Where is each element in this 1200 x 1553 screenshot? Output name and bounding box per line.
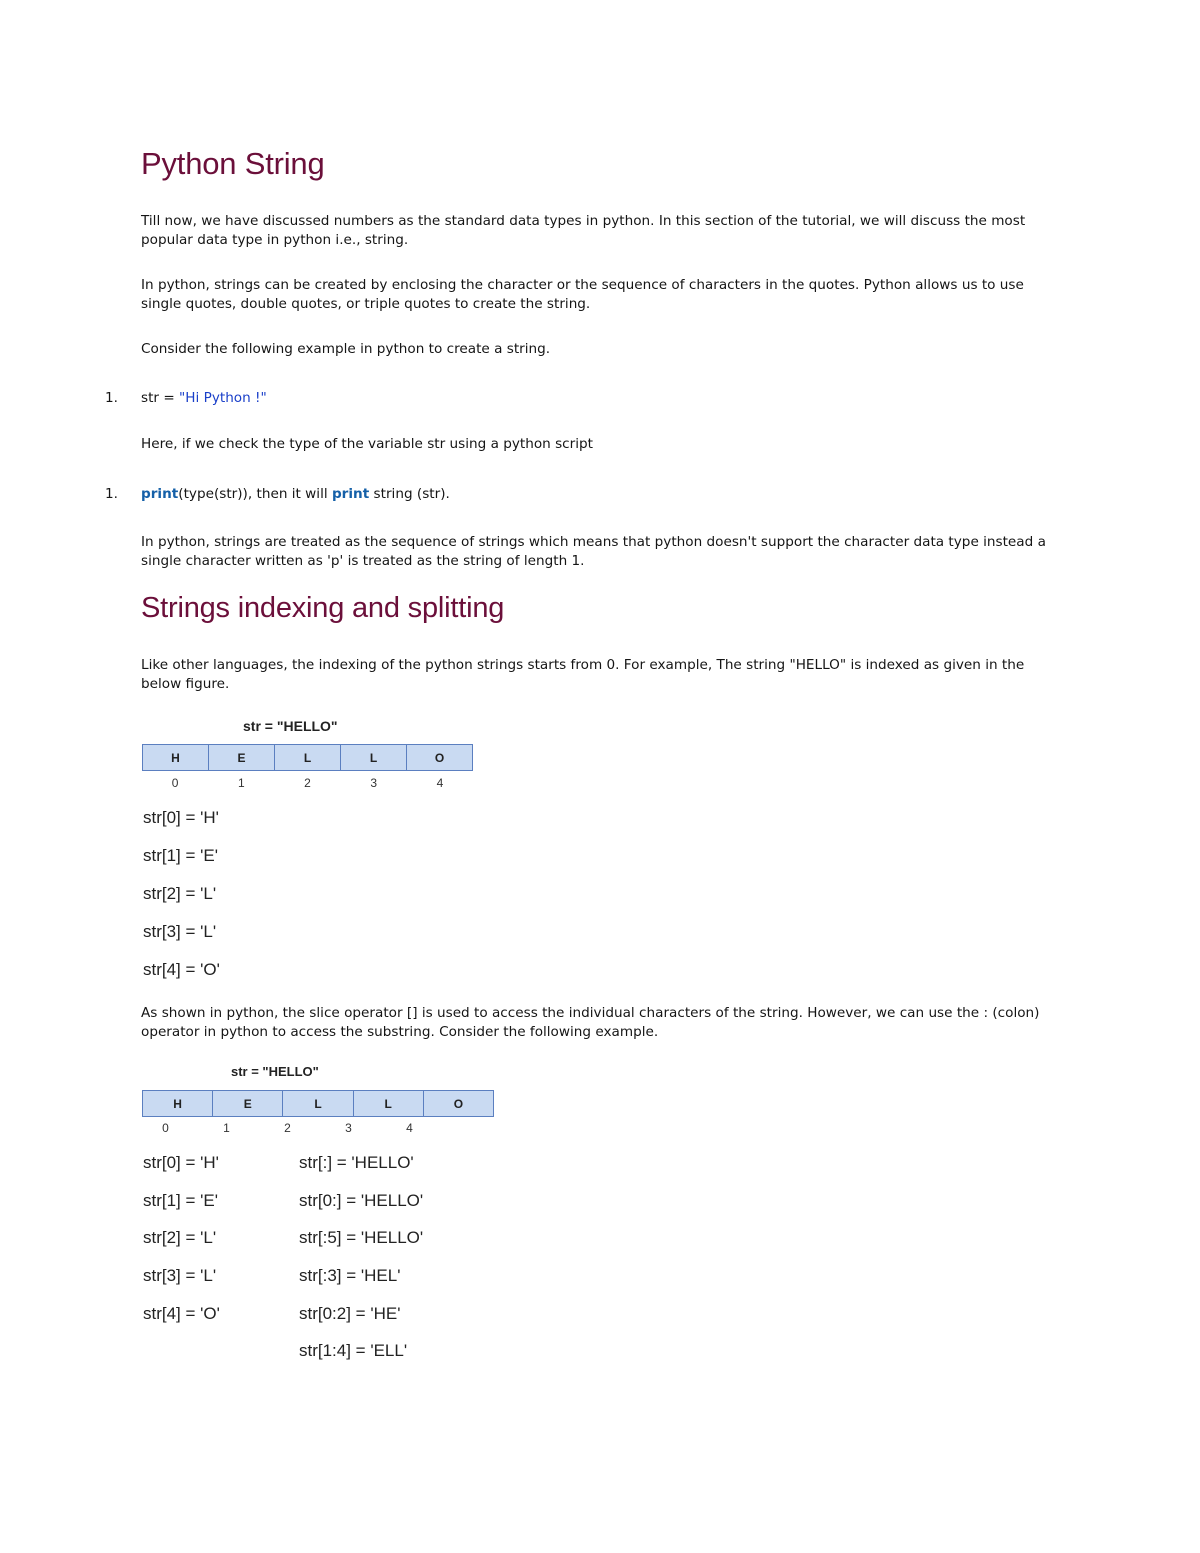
char-cell: O bbox=[453, 1096, 464, 1111]
code-example-2 bbox=[105, 486, 450, 502]
paragraph-check-type: Here, if we check the type of the variable str using a python script bbox=[141, 436, 593, 452]
index-expression: str[3] = 'L' bbox=[143, 922, 217, 941]
index-label: 0 bbox=[162, 1121, 169, 1135]
char-cell: O bbox=[434, 750, 445, 765]
slice-expression: str[:] = 'HELLO' bbox=[299, 1153, 414, 1172]
char-cell: L bbox=[275, 745, 341, 770]
slice-expression: str[1:4] = 'ELL' bbox=[299, 1341, 408, 1360]
char-cell: L bbox=[341, 745, 407, 770]
figure1-caption: str = "HELLO" bbox=[243, 718, 338, 734]
index-label: 1 bbox=[223, 1121, 230, 1135]
code-line-number: 1. bbox=[105, 486, 118, 502]
index-label: 2 bbox=[304, 776, 311, 790]
index-label: 4 bbox=[436, 776, 444, 790]
slice-expression: str[0:] = 'HELLO' bbox=[299, 1191, 424, 1210]
index-expression: str[1] = 'E' bbox=[143, 1191, 218, 1210]
char-cell: H bbox=[143, 745, 209, 770]
index-expression: str[0] = 'H' bbox=[143, 808, 219, 827]
char-cell: L bbox=[354, 1091, 424, 1116]
intro-paragraph-1: Till now, we have discussed numbers as the standard data types in python. In this section of the tutorial, we will discuss the most popular data type in python i.e., string. bbox=[141, 213, 1026, 248]
code-string-literal: "Hi Python !" bbox=[179, 390, 267, 406]
index-label: 3 bbox=[370, 776, 378, 790]
index-label: 2 bbox=[284, 1121, 291, 1135]
index-label: 1 bbox=[237, 776, 245, 790]
code-tail: string (str). bbox=[369, 486, 450, 502]
intro-paragraph-2: In python, strings can be created by enclosing the character or the sequence of characters in the quotes. Python allows us to use single quotes, double quotes, or triple quotes to create the string. bbox=[141, 277, 1024, 312]
index-expression: str[4] = 'O' bbox=[143, 1304, 220, 1323]
code-middle: (type(str)), then it will bbox=[178, 486, 332, 502]
slice-expression: str[:3] = 'HEL' bbox=[299, 1266, 401, 1285]
index-label: 0 bbox=[171, 776, 179, 790]
char-cell: E bbox=[209, 745, 275, 770]
char-cell: H bbox=[143, 1091, 213, 1116]
char-cell: E bbox=[213, 1091, 283, 1116]
figure1-char-cells bbox=[142, 744, 473, 771]
figure2-caption: str = "HELLO" bbox=[231, 1064, 319, 1079]
code-line-number: 1. bbox=[105, 390, 118, 406]
paragraph-slice-operator: As shown in python, the slice operator [] is used to access the individual characters of the string. However, we can use the : (colon) operator in python to access the substring. Consider the following example. bbox=[141, 1005, 1040, 1040]
slice-expression: str[:5] = 'HELLO' bbox=[299, 1228, 424, 1247]
section-paragraph: Like other languages, the indexing of the python strings starts from 0. For example, The string "HELLO" is indexed as given in the below figure. bbox=[141, 657, 1025, 692]
index-label: 4 bbox=[406, 1121, 413, 1135]
index-expression: str[4] = 'O' bbox=[143, 960, 220, 979]
code-prefix: str = bbox=[141, 390, 180, 406]
intro-paragraph-3: Consider the following example in python to create a string. bbox=[141, 341, 551, 357]
index-expression: str[0] = 'H' bbox=[143, 1153, 219, 1172]
index-expression: str[3] = 'L' bbox=[143, 1266, 217, 1285]
paragraph-sequence: In python, strings are treated as the sequence of strings which means that python doesn't support the character data type instead a single character written as 'p' is treated as the string of length 1. bbox=[141, 534, 1046, 569]
figure2-index-row bbox=[135, 1121, 440, 1135]
figure2-char-cells bbox=[142, 1090, 494, 1117]
char-cell: L bbox=[283, 1091, 353, 1116]
code-example-1 bbox=[105, 390, 267, 406]
index-expression: str[2] = 'L' bbox=[143, 884, 217, 903]
index-expression: str[2] = 'L' bbox=[143, 1228, 217, 1247]
slice-expression: str[0:2] = 'HE' bbox=[299, 1304, 401, 1323]
index-expression: str[1] = 'E' bbox=[143, 846, 218, 865]
code-keyword-print: print bbox=[331, 486, 370, 502]
section-title: Strings indexing and splitting bbox=[141, 592, 505, 624]
figure1-index-row bbox=[142, 776, 473, 790]
code-keyword-print: print bbox=[141, 486, 179, 502]
page-title: Python String bbox=[141, 146, 325, 181]
index-label: 3 bbox=[345, 1121, 352, 1135]
